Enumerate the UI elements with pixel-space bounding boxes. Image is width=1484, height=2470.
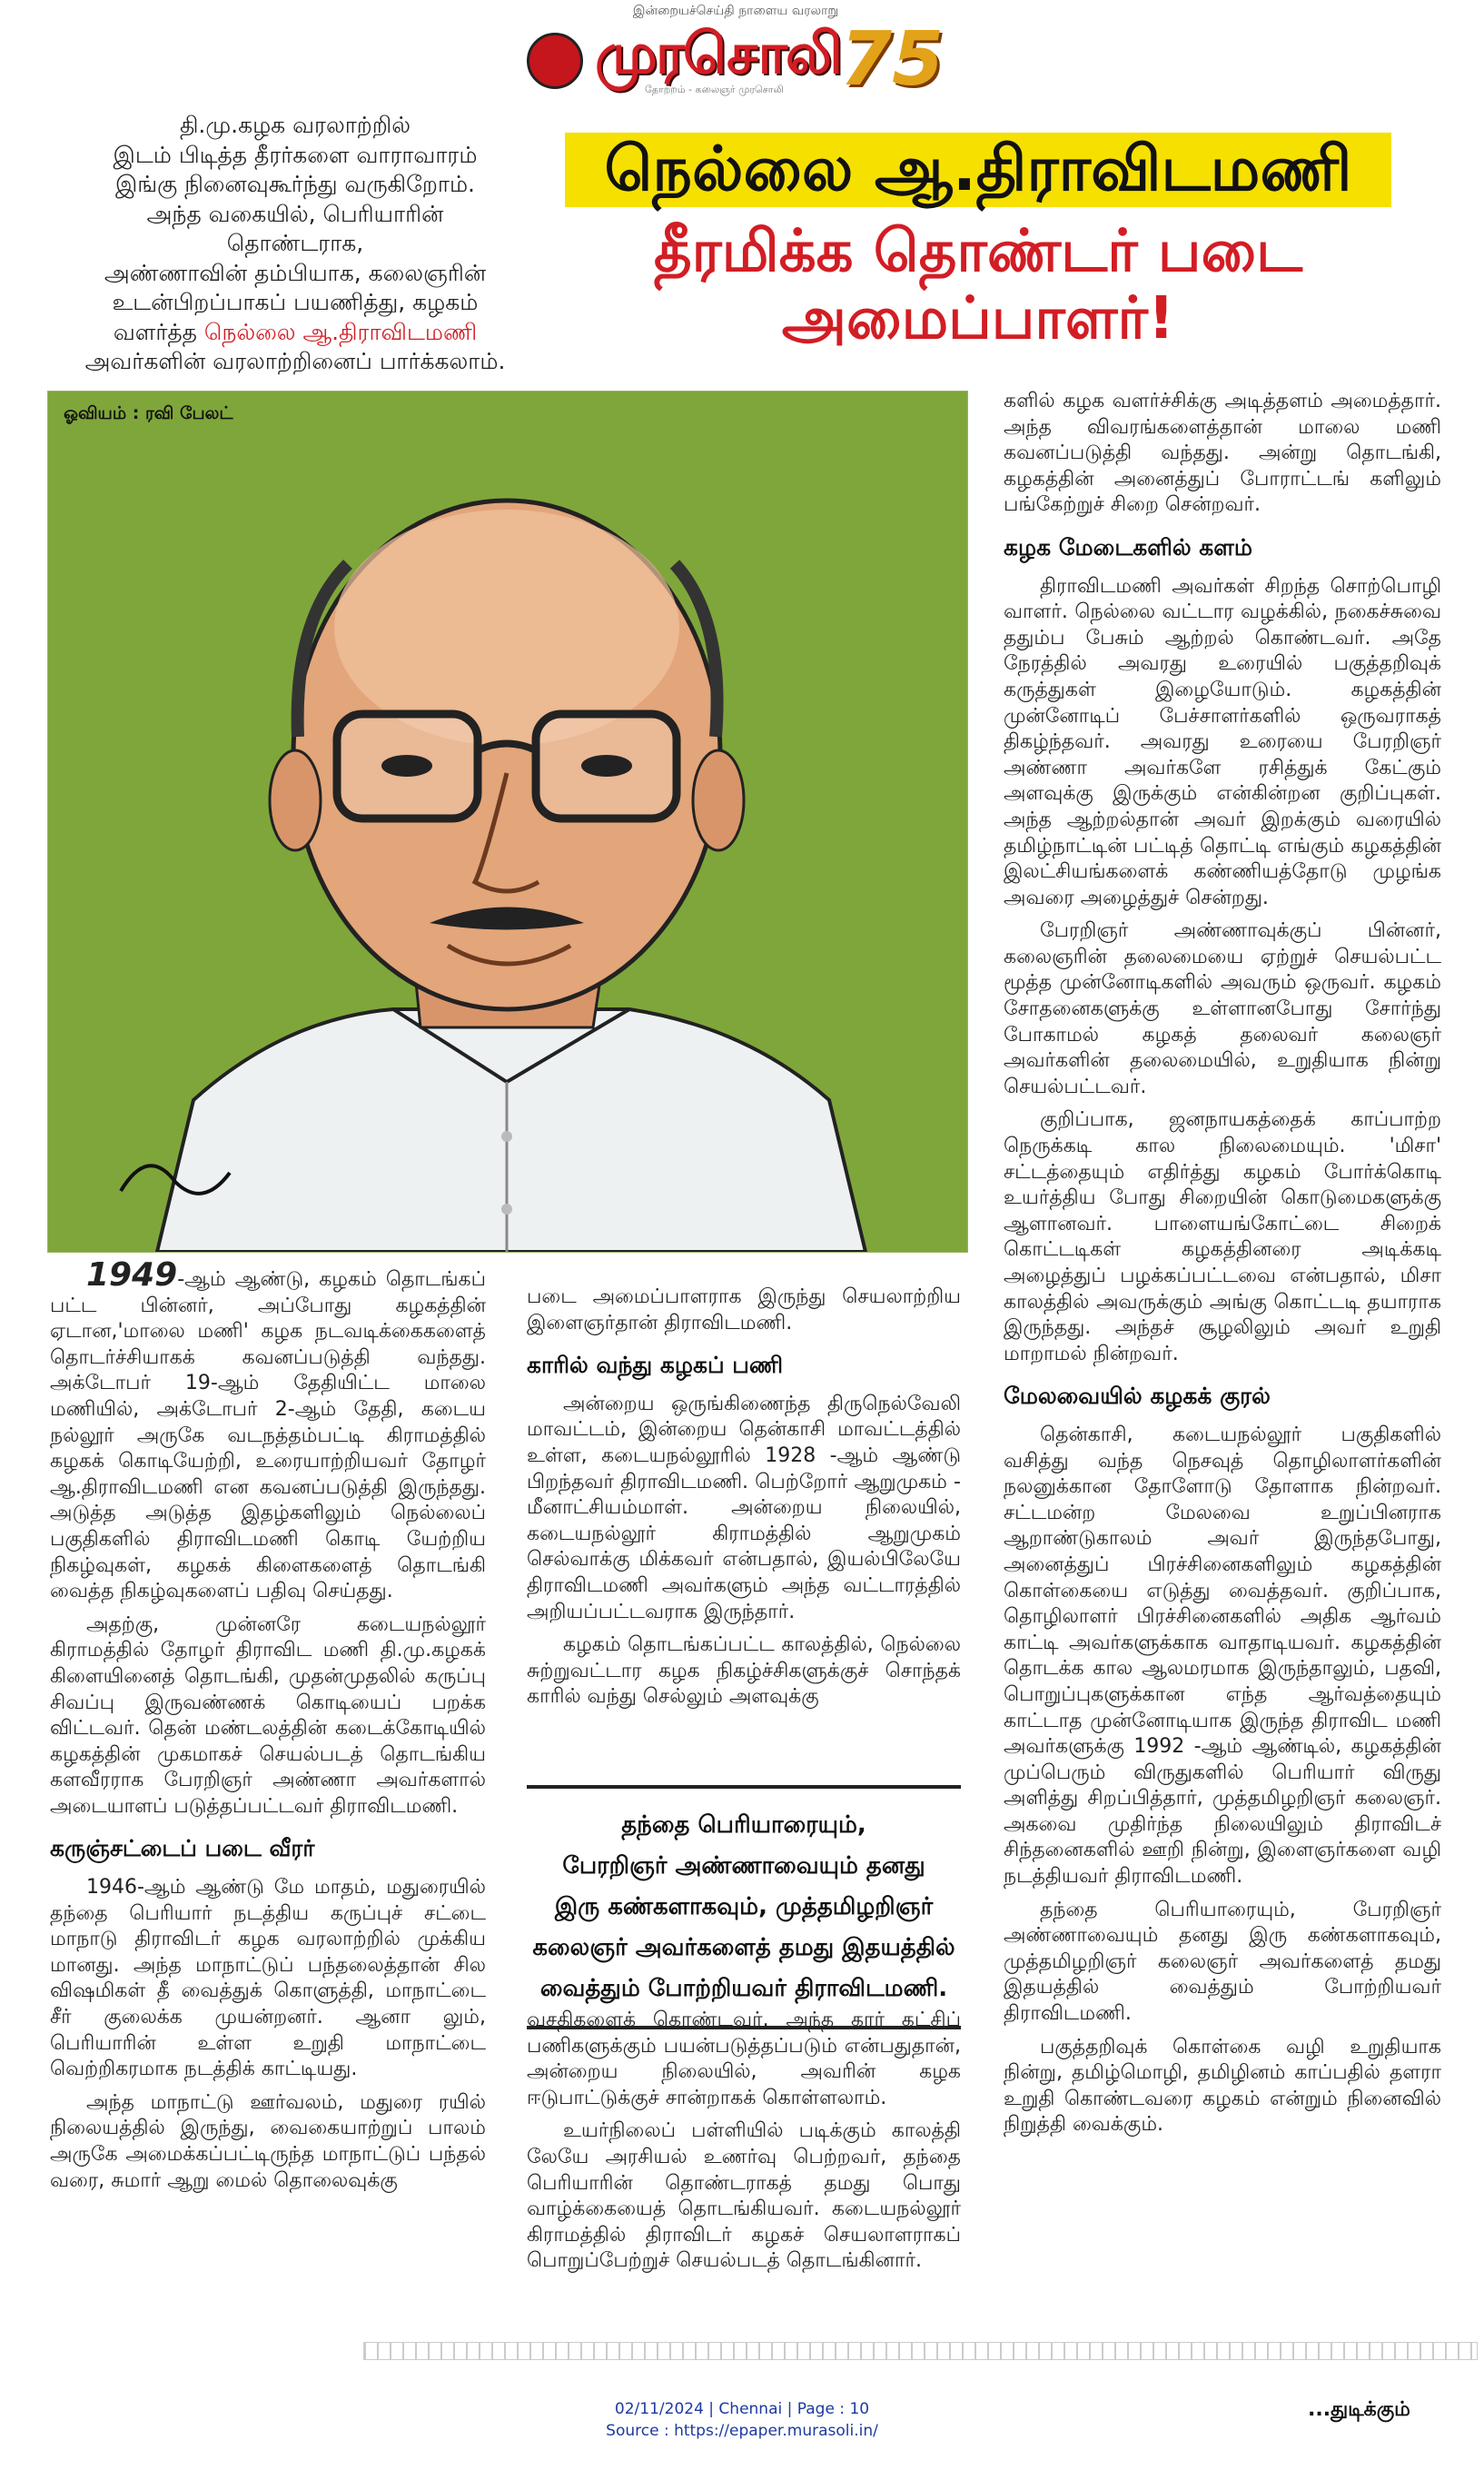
portrait-drawing (48, 392, 967, 1252)
article-column-middle (527, 1285, 961, 1718)
pull-quote (527, 1785, 961, 2029)
paragraph: களில் கழக வளர்ச்சிக்கு அடித்தளம் அமைத்தார். அந்த விவரங்களைத்தான் மாலை மணி கவனப்படுத்தி வந்தது. அன்று தொடங்கி, கழகத்தின் அனைத்துப் போராட்டங் களிலும் பங்கேற்றுச் சிறை சென்றவர். (1004, 390, 1441, 517)
headline-name: நெல்லை ஆ.திராவிடமணி (604, 134, 1352, 205)
paragraph: பேரறிஞர் அண்ணாவுக்குப் பின்னர், கலைஞரின் தலைமையை ஏற்றுச் செயல்பட்ட மூத்த முன்னோடிகளில் அவரும் ஒருவர். கழகம் சோதனைகளுக்கு உள்ளானபோது சோர்ந்து போகாமல் கழகத் தலைவர் கலைஞர் அவர்களின் தலைமையில், உறுதியாக நின்று செயல்பட்டவர். (1004, 919, 1441, 1098)
headline-line: தீரமிக்க தொண்டர் படை (653, 218, 1303, 285)
pull-quote-line: இரு கண்களாகவும், முத்தமிழறிஞர் (554, 1893, 934, 1920)
continued-marker: ...துடிக்கும் (1308, 2398, 1410, 2421)
article-column-left (50, 1256, 486, 2201)
paragraph: பகுத்தறிவுக் கொள்கை வழி உறுதியாக நின்று, தமிழ்மொழி, தமிழினம் காப்பதில் தளரா உறுதி கொண்டவரை கழகம் என்றும் நினைவில் நிறுத்தி வைக்கும். (1004, 2035, 1441, 2137)
year-dropcap: 1949 (86, 1256, 178, 1294)
paragraph: படை அமைப்பாளராக இருந்து செயலாற்றிய இளைஞர்தான் திராவிடமணி. (527, 1285, 961, 1334)
headline-line: அமைப்பாளர்! (781, 285, 1175, 352)
article-column-right (1004, 389, 1441, 2146)
illustration-credit: ஓவியம் : ரவி பேலட் (64, 403, 233, 423)
masthead-emblem-icon (527, 33, 583, 89)
article-column-middle-continued (527, 2008, 961, 2282)
intro-line-text: வளர்த்த (113, 318, 204, 345)
intro-line: தி.மு.கழக வரலாற்றில் (179, 112, 411, 138)
footer-strip (363, 2342, 1478, 2360)
paragraph: திராவிடமணி அவர்கள் சிறந்த சொற்பொழி வாளர். நெல்லை வட்டார வழக்கில், நகைச்சுவை ததும்ப பேசும் ஆற்றல் கொண்டவர். அதே நேரத்தில் அவரது உரையில் பகுத்தறிவுக் கருத்துகள் இழையோடும். கழகத்தின் முன்னோடிப் பேச்சாளர்களில் ஒருவராகத் திகழ்ந்தவர். அவரது உரையை பேரறிஞர் அண்ணா அவர்களே ரசித்துக் கேட்கும் அளவுக்கு இருக்கும் என்கின்றன குறிப்புகள். அந்த ஆற்றல்தான் அவர் இறக்கும் வரையில் தமிழ்நாட்டின் பட்டித் தொட்டி எங்கும் கழகத்தின் இலட்சியங்களைக் கண்ணியத்தோடு முழங்க அவரை அழைத்துச் சென்றது. (1004, 574, 1441, 909)
pull-quote-line: கலைஞர் அவர்களைத் தமது இதயத்தில் (532, 1934, 955, 1961)
paragraph: அந்த மாநாட்டு ஊர்வலம், மதுரை ரயில் நிலையத்தில் இருந்து, வைகையாற்றுப் பாலம் அருகே அமைக்கப்பட்டிருந்த மாநாட்டுப் பந்தல் வரை, சுமார் ஆறு மைல் தொலைவுக்கு (50, 2090, 486, 2192)
intro-highlight-name: நெல்லை ஆ.திராவிடமணி (203, 318, 478, 345)
paragraph (50, 1256, 486, 1605)
paragraph: உயர்நிலைப் பள்ளியில் படிக்கும் காலத்தி லேயே அரசியல் உணர்வு பெற்றவர், தந்தை பெரியாரின் தொண்டராகத் தமது பொது வாழ்க்கையைத் தொடங்கியவர். கடையநல்லூர் கிராமத்தில் திராவிடர் கழகச் செயலாளராகப் பொறுப்பேற்றுச் செயல்படத் தொடங்கினார். (527, 2119, 961, 2273)
paragraph: வசதிகளைக் கொண்டவர். அந்த கார் கட்சிப் பணிகளுக்கும் பயன்படுத்தப்படும் என்பதுதான், அன்றைய நிலையில், அவரின் கழக ஈடுபாட்டுக்குச் சான்றாகக் கொள்ளலாம். (527, 2009, 961, 2109)
masthead-title: முரசொலி (595, 20, 841, 86)
paragraph: கழகம் தொடங்கப்பட்ட காலத்தில், நெல்லை சுற்றுவட்டார கழக நிகழ்ச்சிகளுக்குச் சொந்தக் காரில் வந்து செல்லும் அளவுக்கு (527, 1633, 961, 1709)
paragraph: 1946-ஆம் ஆண்டு மே மாதம், மதுரையில் தந்தை பெரியார் நடத்திய கருப்புச் சட்டை மாநாடு திராவிடர் கழக வரலாற்றில் முக்கிய மானது. அந்த மாநாட்டுப் பந்தலைத்தான் சில விஷமிகள் தீ வைத்துக் கொளுத்தி, மாநாட்டை சீர் குலைக்க முயன்றனர். ஆனா லும், பெரியாரின் உள்ள உறுதி மாநாட்டை வெற்றிகரமாக நடத்திக் காட்டியது. (50, 1876, 486, 2081)
footer-source-link[interactable]: Source : https://epaper.murasoli.in/ (606, 2422, 878, 2440)
paragraph: குறிப்பாக, ஜனநாயகத்தைக் காப்பாற்ற நெருக்கடி கால நிலைமையும். 'மிசா' சட்டத்தையும் எதிர்த்து கழகம் போர்க்கொடி உயர்த்திய போது சிறையின் கொடுமைகளுக்கு ஆளானவர். பாளையங்கோட்டை சிறைக் கொட்டடிகள் கழகத்தினரை அடிக்கடி அழைத்துப் பழக்கப்பட்டவை என்பதால், மிசா காலத்தில் அவருக்கும் அங்கு கொட்டடி தயாராக இருந்தது. அந்தச் சூழலிலும் அவர் உறுதி மாறாமல் நின்றவர். (1004, 1108, 1441, 1365)
pull-quote-line: தந்தை பெரியாரையும், (621, 1811, 866, 1839)
intro-line: இங்கு நினைவுகூர்ந்து வருகிறோம். (114, 171, 476, 197)
anniversary-emblem: 75 (840, 16, 945, 103)
intro-line: இடம் பிடித்த தீரர்களை வாராவாரம் (113, 141, 478, 168)
paragraph: தென்காசி, கடையநல்லூர் பகுதிகளில் வசித்து வந்த நெசவுத் தொழிலாளர்களின் நலனுக்கான தோளோடு தோளாக நின்றவர். சட்டமன்ற மேலவை உறுப்பினராக ஆறாண்டுகாலம் அவர் இருந்தபோது, அனைத்துப் பிரச்சினைகளிலும் கழகத்தின் கொள்கையை எடுத்து வைத்தவர். குறிப்பாக, தொழிலாளர் பிரச்சினைகளில் அதிக ஆர்வம் காட்டி அவர்களுக்காக வாதாடியவர். கழகத்தின் தொடக்க கால ஆலமரமாக இருந்தாலும், பதவி, பொறுப்புகளுக்கான எந்த ஆர்வத்தையும் காட்டாத முன்னோடியாக இருந்த திராவிட மணி அவர்களுக்கு 1992 -ஆம் ஆண்டில், கழகத்தின் முப்பெரும் விருதுகளில் பெரியார் விருது அளித்து சிறப்பித்தார், முத்தமிழறிஞர் கலைஞர். அகவை முதிர்ந்த நிலையிலும் திராவிடச் சிந்தனைகளில் ஊறி நின்று, இளைஞர்களை வழி நடத்தியவர் திராவிடமணி. (1004, 1423, 1441, 1889)
paragraph-text: -ஆம் ஆண்டு, கழகம் தொடங்கப் பட்ட பின்னர், அப்போது கழகத்தின் ஏடான,'மாலை மணி' கழக நடவடிக்கைகளைத் தொடர்ச்சியாகக் கவனப்படுத்தி வந்தது. அக்டோபர் 19-ஆம் தேதியிட்ட மாலை மணியில், அக்டோபர் 2-ஆம் தேதி, கடைய நல்லூர் அருகே வடநத்தம்பட்டி கிராமத்தில் கழகக் கொடியேற்றி, உரையாற்றியவர் தோழர் ஆ.திராவிடமணி என கவனப்படுத்தி இருந்தது. அடுத்த அடுத்த இதழ்களிலும் நெல்லைப் பகுதிகளில் திராவிடமணி கொடி யேற்றிய நிகழ்வுகள், கழகக் கிளைகளைத் தொடங்கி வைத்த நிகழ்வுகளைப் பதிவு செய்தது. (50, 1268, 486, 1603)
intro-blurb (82, 111, 509, 377)
portrait-illustration (47, 391, 968, 1253)
intro-line: அண்ணாவின் தம்பியாக, கலைஞரின் (104, 259, 487, 286)
paragraph: அதற்கு, முன்னரே கடையநல்லூர் கிராமத்தில் தோழர் திராவிட மணி தி.மு.கழகக் கிளையினைத் தொடங்கி, முதன்முதலில் கருப்பு சிவப்பு இருவண்ணக் கொடியைப் பறக்க விட்டவர். தென் மண்டலத்தின் கடைக்கோடியில் கழகத்தின் முகமாகச் செயல்படத் தொடங்கிய களவீரராக பேரறிஞர் அண்ணா அவர்களால் அடையாளப் படுத்தப்பட்டவர் திராவிடமணி. (50, 1612, 486, 1818)
intro-line (82, 318, 509, 348)
masthead-subtitle: தோற்றம் - கலைஞர் முரசொலி (645, 84, 784, 95)
intro-line: அவர்களின் வரலாற்றினைப் பார்க்கலாம். (84, 348, 506, 374)
footer-date-line: 02/11/2024 | Chennai | Page : 10 (614, 2400, 870, 2418)
section-heading: கருஞ்சட்டைப் படை வீரர் (50, 1835, 315, 1862)
section-heading: மேலவையில் கழகக் குரல் (1004, 1383, 1271, 1410)
paragraph: அன்றைய ஒருங்கிணைந்த திருநெல்வேலி மாவட்டம், இன்றைய தென்காசி மாவட்டத்தில் உள்ள, கடையநல்லூரில் 1928 -ஆம் ஆண்டு பிறந்தவர் திராவிடமணி. பெற்றோர் ஆறுமுகம் - மீனாட்சியம்மாள். அன்றைய நிலையில், கடையநல்லூர் கிராமத்தில் ஆறுமுகம் செல்வாக்கு மிக்கவர் என்பதால், இயல்பிலேயே திராவிடமணி அவர்களும் அந்த வட்டாரத்தில் அறியப்பட்டவராக இருந்தார். (527, 1392, 961, 1623)
paragraph: தந்தை பெரியாரையும், பேரறிஞர் அண்ணாவையும் தனது இரு கண்களாகவும், முத்தமிழறிஞர் கலைஞர் அவர்களைத் தமது இதயத்தில் வைத்தும் போற்றியவர் திராவிடமணி. (1004, 1898, 1441, 2026)
masthead-tagline: இன்றையச்செய்தி நாளைய வரலாறு (632, 4, 839, 18)
section-heading: காரில் வந்து கழகப் பணி (527, 1352, 784, 1379)
pull-quote-line: வைத்தும் போற்றியவர் திராவிடமணி. (539, 1975, 948, 2002)
intro-line: உடன்பிறப்பாகப் பயணித்து, கழகம் (112, 289, 479, 315)
masthead (509, 0, 963, 103)
section-heading: கழக மேடைகளில் களம் (1004, 533, 1252, 560)
pull-quote-line: பேரறிஞர் அண்ணாவையும் தனது (562, 1852, 925, 1880)
intro-line: அந்த வகையில், பெரியாரின் தொண்டராக, (146, 200, 444, 256)
